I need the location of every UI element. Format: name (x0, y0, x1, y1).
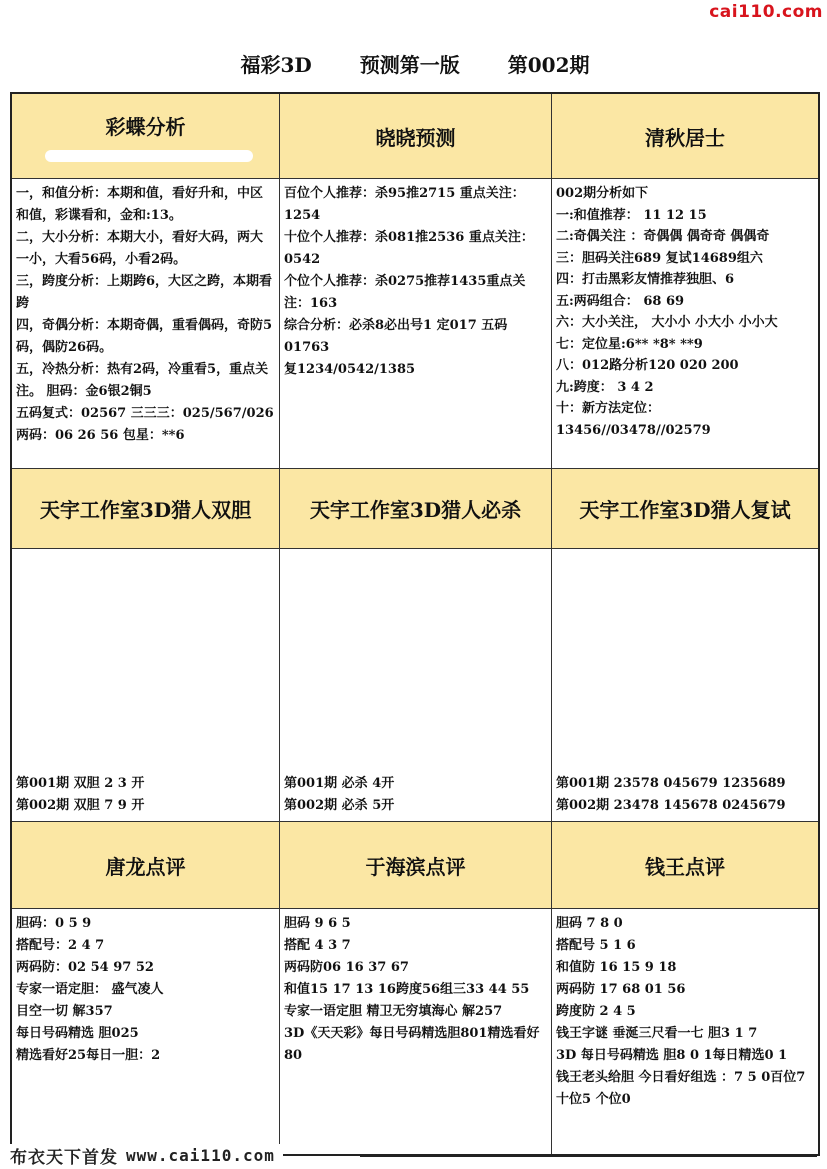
prediction-line: 个位个人推荐：杀0275推荐1435重点关注：163 (284, 274, 526, 311)
record-line: 第002期 23478 145678 0245679 (556, 798, 786, 813)
analysis-line: 五，冷热分析：热有2码，冷重看5，重点关注。 胆码：金6银2铜5 (16, 362, 269, 399)
review-line: 3D 每日号码精选 胆8 0 1每日精选0 1 (556, 1048, 788, 1063)
header-caidie-label: 彩蝶分析 (105, 114, 186, 139)
review-line: 专家一语定胆： 盛气凌人 (16, 982, 164, 997)
review-line: 每日号码精选 胆025 (16, 1026, 139, 1041)
review-line: 两码防 17 68 01 56 (556, 982, 686, 997)
analysis-line: 002期分析如下 (556, 186, 649, 201)
bisha-records (280, 549, 552, 822)
edition-name: 预测第一版 (359, 52, 460, 77)
review-line: 目空一切 解357 (16, 1004, 113, 1019)
prediction-line: 复1234/0542/1385 (284, 362, 416, 377)
prediction-line: 综合分析：必杀8必出号1 定017 五码 01763 (284, 318, 508, 355)
review-line: 钱王老头给胆 今日看好组选 ：7 5 0百位7 十位5 个位0 (556, 1070, 806, 1107)
analysis-line: 一:和值推荐： 11 12 15 (556, 207, 707, 223)
header-tanglong (12, 822, 280, 909)
fushi-records (552, 549, 818, 822)
redaction-smudge (45, 150, 253, 162)
analysis-line: 二:奇偶关注 ：奇偶偶 偶奇奇 偶偶奇 (556, 229, 770, 244)
header-bisha (280, 469, 552, 549)
header-qingqiu (552, 94, 818, 179)
review-line: 胆码 9 6 5 (284, 916, 351, 931)
analysis-line: 八：012路分析120 020 200 (556, 358, 739, 373)
xiaoxiao-prediction (280, 179, 552, 469)
record-line: 第001期 23578 045679 1235689 (556, 776, 786, 791)
review-line: 胆码 7 8 0 (556, 916, 623, 931)
yuhaibin-review (280, 909, 552, 1154)
footer-rule (360, 1155, 817, 1157)
tanglong-review (12, 909, 280, 1154)
page-title (10, 42, 820, 84)
header-xiaoxiao-label: 晓晓预测 (375, 125, 456, 150)
header-shuangdan (12, 469, 280, 549)
review-line: 精选看好25每日一胆：2 (16, 1048, 161, 1063)
prediction-line: 百位个人推荐：杀95推2715 重点关注：1254 (284, 186, 525, 223)
caidie-analysis (12, 179, 280, 469)
header-yuhaibin-label: 于海滨点评 (365, 854, 466, 879)
review-line: 钱王字谜 垂涎三尺看一七 胆3 1 7 (556, 1026, 758, 1041)
footer-watermark (10, 1144, 283, 1166)
prediction-table (10, 92, 820, 1156)
analysis-line: 二，大小分析：本期大小，看好大码，两大一小，大看56码，小看2码。 (16, 230, 264, 267)
review-line: 3D《天天彩》每日号码精选胆801精选看好80 (284, 1026, 540, 1063)
review-line: 和值15 17 13 16跨度56组三33 44 55 (284, 982, 530, 997)
qingqiu-analysis (552, 179, 818, 469)
analysis-line: 一，和值分析：本期和值，看好升和，中区和值，彩谍看和，金和:13。 (16, 186, 264, 223)
header-yuhaibin (280, 822, 552, 909)
analysis-line: 七：定位星:6** *8* **9 (556, 336, 703, 352)
review-line: 搭配号 5 1 6 (556, 938, 636, 953)
issue-number: 第002期 (507, 52, 590, 77)
record-line: 第001期 双胆 2 3 开 (16, 776, 145, 791)
analysis-line: 五码复式：02567 三三三：025/567/026 两码：06 26 56 包星：**6 (16, 406, 274, 443)
review-line: 两码防06 16 37 67 (284, 960, 409, 975)
review-line: 和值防 16 15 9 18 (556, 960, 677, 975)
header-caidie (12, 94, 280, 179)
footer-url: www.cai110.com (126, 1145, 275, 1165)
footer-slogan: 布衣天下首发 (10, 1147, 118, 1168)
record-line: 第002期 双胆 7 9 开 (16, 798, 145, 813)
review-line: 搭配号：2 4 7 (16, 938, 105, 953)
analysis-line: 十：新方法定位：13456//03478//02579 (556, 401, 711, 438)
review-line: 专家一语定胆 精卫无穷填海心 解257 (284, 1004, 503, 1019)
header-qingqiu-label: 清秋居士 (645, 125, 725, 150)
site-logo: cai110.com (709, 2, 823, 22)
lottery-name: 福彩3D (240, 52, 312, 77)
analysis-line: 四：打击黑彩友情推荐独胆、6 (556, 272, 735, 287)
record-line: 第002期 必杀 5开 (284, 798, 395, 813)
record-line: 第001期 必杀 4开 (284, 776, 395, 791)
review-line: 两码防：02 54 97 52 (16, 960, 154, 975)
header-fushi-label: 天宇工作室3D猎人复试 (579, 498, 791, 522)
analysis-line: 三，跨度分析：上期跨6，大区之跨，本期看跨 (16, 274, 273, 311)
review-line: 跨度防 2 4 5 (556, 1004, 636, 1019)
header-xiaoxiao (280, 94, 552, 179)
review-line: 胆码：0 5 9 (16, 916, 92, 931)
header-bisha-label: 天宇工作室3D猎人必杀 (309, 498, 522, 522)
review-line: 搭配 4 3 7 (284, 938, 351, 953)
header-fushi (552, 469, 818, 549)
analysis-line: 六：大小关注， 大小小 小大小 小小大 (556, 315, 778, 330)
analysis-line: 四，奇偶分析：本期奇偶，重看偶码，奇防5码，偶防26码。 (16, 318, 273, 355)
header-tanglong-label: 唐龙点评 (105, 854, 186, 879)
header-shuangdan-label: 天宇工作室3D猎人双胆 (39, 498, 252, 522)
header-qianwang-label: 钱王点评 (645, 854, 725, 879)
header-qianwang (552, 822, 818, 909)
prediction-line: 十位个人推荐：杀081推2536 重点关注：0542 (284, 230, 534, 267)
analysis-line: 五:两码组合： 68 69 (556, 293, 685, 309)
qianwang-review (552, 909, 818, 1154)
shuangdan-records (12, 549, 280, 822)
analysis-line: 三：胆码关注689 复试14689组六 (556, 250, 763, 266)
analysis-line: 九:跨度： 3 4 2 (556, 379, 654, 395)
